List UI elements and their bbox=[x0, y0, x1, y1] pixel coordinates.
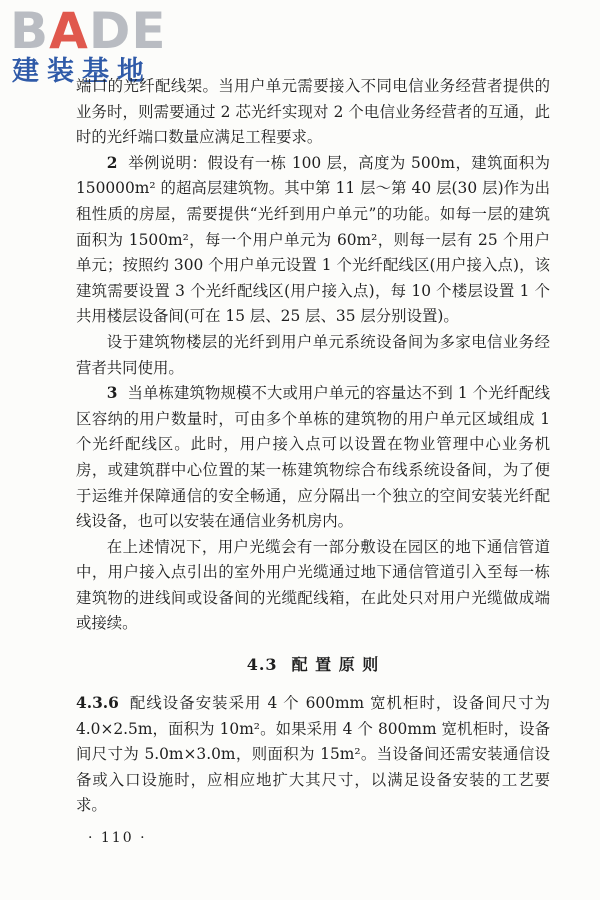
item-number: 3 bbox=[106, 384, 118, 403]
page-number: · 110 · bbox=[88, 830, 147, 846]
list-item bbox=[76, 151, 550, 330]
section-number: 4.3 bbox=[246, 655, 278, 674]
body-text bbox=[76, 74, 550, 637]
section-heading bbox=[76, 652, 550, 678]
paragraph: 在上述情况下，用户光缆会有一部分敷设在园区的地下通信管道中，用户接入点引出的室外用户光缆通过地下通信管道引入至每一栋建筑物的进线间或设备间的光缆配线箱，在此处只对用户光缆做成端或接续。 bbox=[76, 537, 550, 633]
paragraph: 设于建筑物楼层的光纤到用户单元系统设备间为多家电信业务经营者共同使用。 bbox=[76, 332, 550, 377]
section-title: 配 置 原 则 bbox=[291, 655, 380, 674]
clause-number: 4.3.6 bbox=[76, 694, 119, 712]
logo-wordmark: BADE bbox=[10, 2, 167, 60]
clause-text: 配线设备安装采用 4 个 600mm 宽机柜时，设备间尺寸为 4.0×2.5m，面积为 10m²。如果采用 4 个 800mm 宽机柜时，设备间尺寸为 5.0m×3.0m，则面积为 15m²。当设备间还需安装通信设备或入口设施时，应相应地扩大其尺寸，以满足设备安装的工艺要求。 bbox=[76, 694, 550, 815]
paragraph: 端口的光纤配线架。当用户单元需要接入不同电信业务经营者提供的业务时，则需要通过 2 芯光纤实现对 2 个电信业务经营者的互通，此时的光纤端口数量应满足工程要求。 bbox=[76, 77, 550, 147]
list-item bbox=[76, 381, 550, 535]
item-text: 举例说明：假设有一栋 100 层，高度为 500m，建筑面积为 150000m² 的超高层建筑物。其中第 11 层～第 40 层(30 层)作为出租性质的房屋，需要提供“光纤到用户单元”的功能。如每一层的建筑面积为 1500m²，每一个用户单元为 60m²，则每一层有 25 个用户单元；按照约 300 个用户单元设置 1 个光纤配线区(用户接入点)，该建筑需要设置 3 个光纤配线区(用户接入点)，每 10 个楼层设置 1 个共用楼层设备间(可在 15 层、25 层、35 层分别设置)。 bbox=[76, 153, 550, 326]
clause bbox=[76, 691, 550, 819]
logo-subtitle: 建装基地 bbox=[12, 56, 152, 87]
item-text: 当单栋建筑物规模不大或用户单元的容量达不到 1 个光纤配线区容纳的用户数量时，可由多个单栋的建筑物的用户单元区域组成 1 个光纤配线区。此时，用户接入点可以设置在物业管理中心业务机房，或建筑群中心位置的某一栋建筑物综合布线系统设备间，为了便于运维并保障通信的安全畅通，应分隔出一个独立的空间安装光纤配线设备，也可以安装在通信业务机房内。 bbox=[76, 384, 550, 531]
item-number: 2 bbox=[106, 153, 118, 172]
